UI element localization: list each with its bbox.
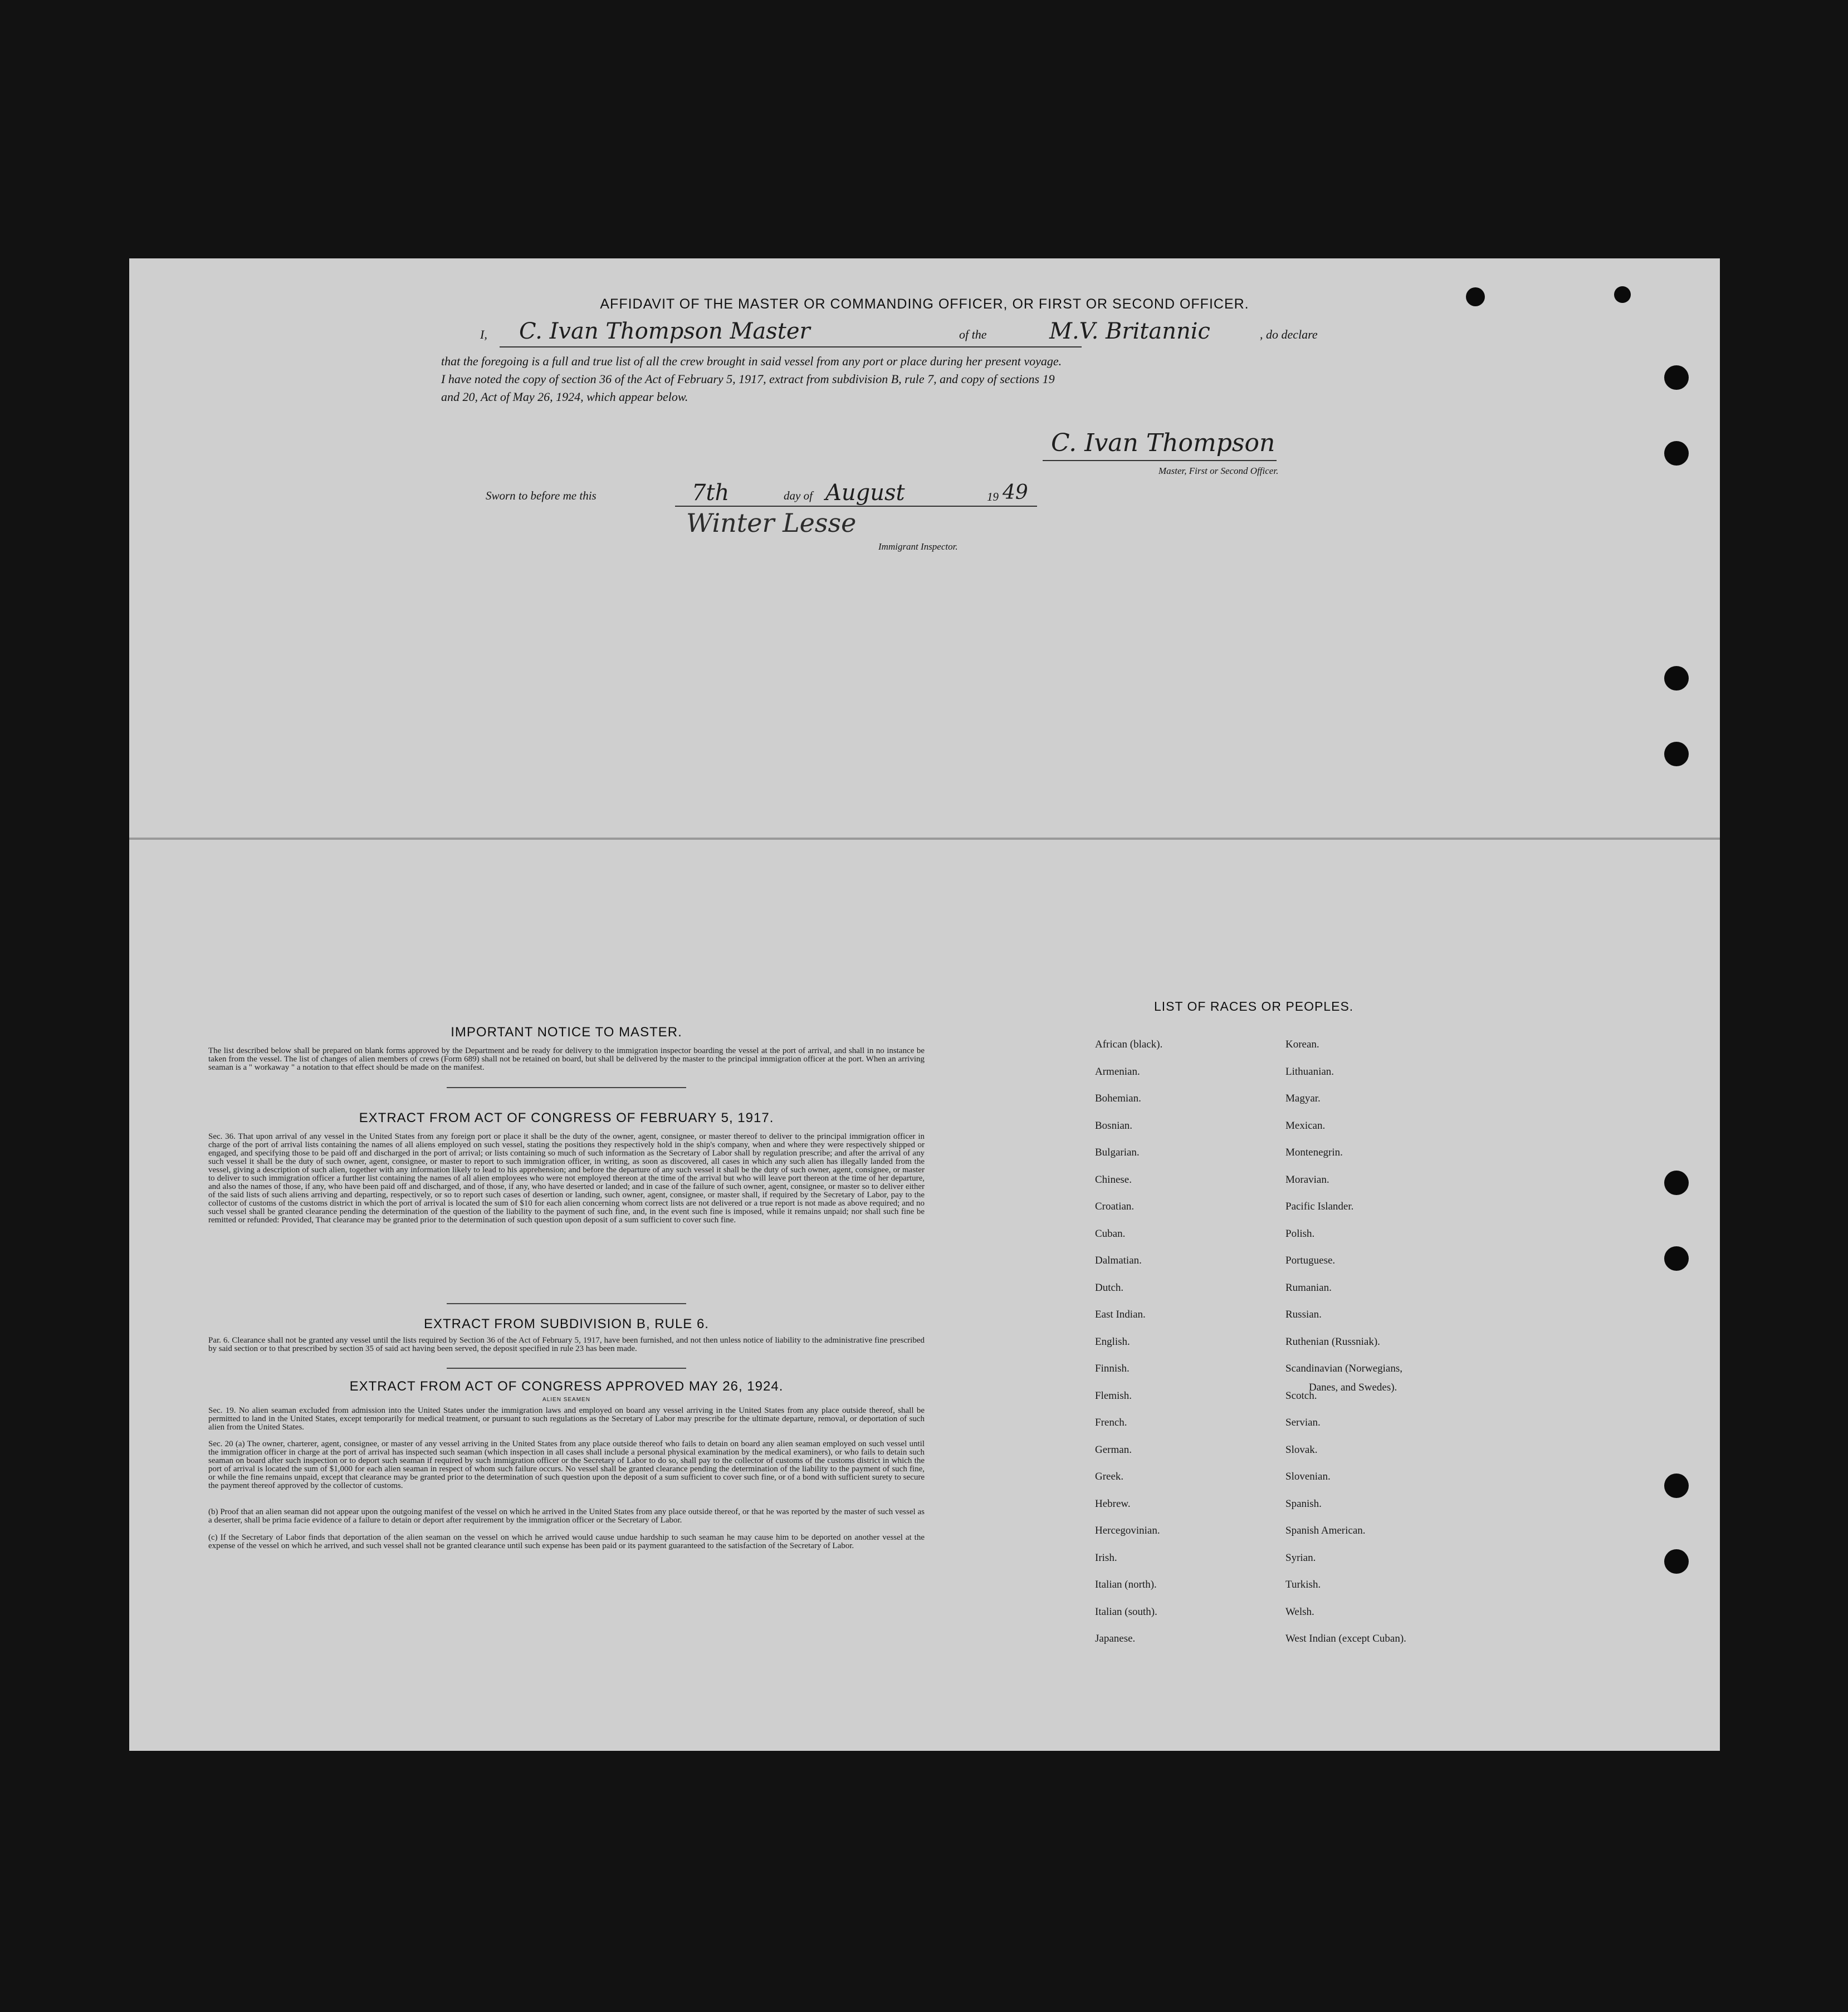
sworn-day: 7th xyxy=(692,480,730,506)
race-item: Moravian. xyxy=(1285,1174,1329,1186)
race-item: African (black). xyxy=(1095,1039,1163,1050)
punch-hole xyxy=(1664,1171,1689,1195)
race-item: Turkish. xyxy=(1285,1579,1321,1590)
extract-1924-sec20b: (b) Proof that an alien seaman did not appear upon the outgoing manifest of the vessel on which he arrived in the United States from any place outside thereof, or that he was reported by the master of such vessel as a deserter, shall be prima facie evidence of a failure to detain or deport after requirement by the immigration officer or the Secretary of Labor. xyxy=(208,1507,925,1525)
race-scandinavian-cont: Danes, and Swedes). xyxy=(1309,1382,1397,1393)
race-item: Welsh. xyxy=(1285,1606,1314,1618)
extract-1924-sec20a: Sec. 20 (a) The owner, charterer, agent, consignee, or master of any vessel arriving in the United States from any place outside thereof who fails to detain on board any alien seaman employed on such vessel until the immigration officer in charge at the port of arrival has inspected such seaman (which inspection in all cases shall include a personal physical examination by the medical examiners), or who fails to detain such seaman on board after such inspection or to deport such seaman if required by such immigration officer or the Secretary of Labor to do so, shall pay to the collector of customs of the customs district in which the port of arrival is located the sum of $1,000 for each alien seaman in respect of whom such failure occurs. No vessel shall be granted clearance pending the determination of the liability to the payment of such fine, or while the fine remains unpaid, except that clearance may be granted prior to the determination of such question upon the deposit of a sum sufficient to cover such fine, or of a bond with sufficient surety to secure the payment thereof approved by the collector of customs. xyxy=(208,1440,925,1490)
race-item: Irish. xyxy=(1095,1552,1117,1564)
sworn-underline xyxy=(675,506,1037,507)
signature-caption: Master, First or Second Officer. xyxy=(1158,466,1279,476)
race-item: Scotch. xyxy=(1285,1390,1317,1402)
extract-1917-title: EXTRACT FROM ACT OF CONGRESS OF FEBRUARY 5, 1917. xyxy=(359,1110,774,1125)
race-item: Ruthenian (Russniak). xyxy=(1285,1336,1380,1348)
race-item: Russian. xyxy=(1285,1309,1322,1320)
punch-hole xyxy=(1664,365,1689,390)
sworn-month: August xyxy=(825,480,905,506)
extract-1924-sec19: Sec. 19. No alien seaman excluded from admission into the United States under the immigration laws and employed on board any vessel arriving in the United States from any place outside thereof, shall be permitted to land in the United States, except temporarily for medical treatment, or pursuant to such regulations as the Secretary of Labor may prescribe for the ultimate departure, removal, or deportation of such alien from the United States. xyxy=(208,1406,925,1432)
extract-1924-title: EXTRACT FROM ACT OF CONGRESS APPROVED MAY 26, 1924. xyxy=(349,1379,784,1394)
sworn-prefix: Sworn to before me this xyxy=(486,489,597,502)
subdivision-body: Par. 6. Clearance shall not be granted any vessel until the lists required by Section 36 of the Act of February 5, 1917, have been furnished, and not then unless notice of liability to the administrative fine prescribed by said section or to that prescribed by section 35 of said act having been served, the deposit specified in rule 23 has been made. xyxy=(208,1336,925,1353)
race-item: Hercegovinian. xyxy=(1095,1525,1160,1536)
race-item: Slovenian. xyxy=(1285,1471,1331,1482)
race-item: French. xyxy=(1095,1417,1127,1428)
affidavit-title: AFFIDAVIT OF THE MASTER OR COMMANDING OFFICER, OR FIRST OR SECOND OFFICER. xyxy=(600,296,1249,312)
divider xyxy=(447,1087,686,1088)
race-item: Montenegrin. xyxy=(1285,1147,1343,1158)
race-item: Spanish. xyxy=(1285,1498,1322,1510)
notice-title: IMPORTANT NOTICE TO MASTER. xyxy=(451,1025,682,1040)
sworn-year-prefix: 19 xyxy=(987,490,999,503)
race-item: Japanese. xyxy=(1095,1633,1136,1644)
name-underline xyxy=(500,346,1082,347)
punch-hole xyxy=(1664,1246,1689,1271)
race-item: Chinese. xyxy=(1095,1174,1132,1186)
race-item: Bosnian. xyxy=(1095,1120,1133,1132)
punch-hole xyxy=(1664,1473,1689,1498)
race-item: Slovak. xyxy=(1285,1444,1318,1456)
affidavit-i: I, xyxy=(480,327,487,341)
race-item: Cuban. xyxy=(1095,1228,1126,1240)
sworn-year: 49 xyxy=(1003,481,1028,504)
affidavit-line-4: and 20, Act of May 26, 1924, which appear below. xyxy=(441,390,688,404)
document-sheet xyxy=(129,258,1720,1751)
sworn-day-of: day of xyxy=(784,489,813,502)
race-item: Magyar. xyxy=(1285,1093,1321,1104)
race-item: English. xyxy=(1095,1336,1130,1348)
punch-hole xyxy=(1664,666,1689,691)
inspector-signature: Winter Lesse xyxy=(686,508,857,538)
race-item: Rumanian. xyxy=(1285,1282,1332,1294)
race-item: West Indian (except Cuban). xyxy=(1285,1633,1406,1644)
extract-1917-body: Sec. 36. That upon arrival of any vessel in the United States from any foreign port or place it shall be the duty of the owner, agent, consignee, or master thereof to deliver to the principal immigration officer in charge of the port of arrival lists containing the names of all aliens employed on such vessel, stating the positions they respectively hold in the ship's company, when and where they were respectively shipped or engaged, and specifying those to be paid off and discharged in the port of arrival; or lists containing so much of such information as the Secretary of Labor shall by regulation prescribe; and after the arrival of any such vessel it shall be the duty of such owner, agent, consignee, or master to report to such immigration officer, in writing, as soon as discovered, all cases in which any such alien has illegally landed from the vessel, giving a description of such alien, together with any information likely to lead to his apprehension; and before the departure of any such vessel it shall be the duty of such owner, agent, consignee, or master to deliver to such immigration officer a further list containing the names of all alien employees who were not employed thereon at the time of the arrival but who will leave port thereon at the time of her departure, and also the names of those, if any, who have been paid off and discharged, and of those, if any, who have deserted or landed; and in case of the failure of such owner, agent, consignee, or master so to deliver either of the said lists of such aliens arriving and departing, respectively, or so to report such cases of desertion or landing, such owner, agent, consignee, or master shall, if required by the Secretary of Labor, pay to the collector of customs of the customs district in which the port of arrival is located the sum of $10 for each alien concerning whom correct lists are not delivered or a true report is not made as above required; and no such vessel shall be granted clearance pending the determination of the question of the liability to the payment of such fine, and, in the event such fine is imposed, while it remains unpaid; nor shall such fine be remitted or refunded: Provided, That clearance may be granted prior to the determination of such question upon deposit of a sum sufficient to cover such fine. xyxy=(208,1132,925,1225)
affidavit-line-3: I have noted the copy of section 36 of the Act of February 5, 1917, extract from subdivision B, rule 7, and copy of sections 19 xyxy=(441,372,1055,386)
race-item: German. xyxy=(1095,1444,1132,1456)
master-name-handwritten: C. Ivan Thompson Master xyxy=(519,319,810,344)
race-item: Dutch. xyxy=(1095,1282,1124,1294)
race-item: Polish. xyxy=(1285,1228,1315,1240)
race-item: Finnish. xyxy=(1095,1363,1130,1374)
inspector-caption: Immigrant Inspector. xyxy=(878,541,958,552)
extract-1924-subtitle: ALIEN SEAMEN xyxy=(542,1397,590,1403)
race-item: Mexican. xyxy=(1285,1120,1326,1132)
divider xyxy=(447,1303,686,1304)
race-item: Croatian. xyxy=(1095,1201,1135,1212)
race-item: Scandinavian (Norwegians, xyxy=(1285,1363,1402,1374)
signature-underline xyxy=(1043,460,1277,461)
vessel-name-handwritten: M.V. Britannic xyxy=(1049,319,1210,344)
race-item: Bulgarian. xyxy=(1095,1147,1140,1158)
divider xyxy=(447,1368,686,1369)
affidavit-of-the: of the xyxy=(959,327,987,341)
race-item: Spanish American. xyxy=(1285,1525,1366,1536)
master-signature: C. Ivan Thompson xyxy=(1051,429,1275,457)
race-item: Dalmatian. xyxy=(1095,1255,1142,1266)
race-item: Lithuanian. xyxy=(1285,1066,1334,1078)
race-item: Hebrew. xyxy=(1095,1498,1131,1510)
subdivision-title: EXTRACT FROM SUBDIVISION B, RULE 6. xyxy=(424,1316,709,1331)
race-item: Pacific Islander. xyxy=(1285,1201,1354,1212)
page-fold-line xyxy=(129,838,1720,840)
race-item: Italian (south). xyxy=(1095,1606,1157,1618)
race-item: Bohemian. xyxy=(1095,1093,1141,1104)
race-item: Italian (north). xyxy=(1095,1579,1157,1590)
affidavit-line-2: that the foregoing is a full and true list of all the crew brought in said vessel from any port or place during her present voyage. xyxy=(441,354,1062,368)
punch-hole xyxy=(1664,742,1689,766)
race-item: Armenian. xyxy=(1095,1066,1140,1078)
extract-1924-sec20c: (c) If the Secretary of Labor finds that deportation of the alien seaman on the vessel on which he arrived would cause undue hardship to such seaman he may cause him to be deported on another vessel at the expense of the vessel on which he arrived, and such vessel shall not be granted clearance until such expense has been paid or its payment guaranteed to the satisfaction of the Secretary of Labor. xyxy=(208,1533,925,1550)
race-item: Greek. xyxy=(1095,1471,1124,1482)
race-item: Korean. xyxy=(1285,1039,1319,1050)
punch-hole xyxy=(1664,1549,1689,1574)
race-item: Portuguese. xyxy=(1285,1255,1336,1266)
race-item: East Indian. xyxy=(1095,1309,1146,1320)
race-item: Syrian. xyxy=(1285,1552,1316,1564)
punch-hole xyxy=(1664,441,1689,466)
race-item: Flemish. xyxy=(1095,1390,1132,1402)
race-item: Servian. xyxy=(1285,1417,1321,1428)
affidavit-declare: , do declare xyxy=(1260,327,1318,341)
notice-body: The list described below shall be prepared on blank forms approved by the Department and be ready for delivery to the immigration inspector boarding the vessel at the port of arrival, and shall in no instance be taken from the vessel. The list of changes of alien members of crews (Form 689) shall not be retained on board, but shall be delivered by the master to the principal immigration officer at the port. When an arriving seaman is a " workaway " a notation to that effect should be made on the manifest. xyxy=(208,1046,925,1072)
races-title: LIST OF RACES OR PEOPLES. xyxy=(1154,999,1354,1014)
